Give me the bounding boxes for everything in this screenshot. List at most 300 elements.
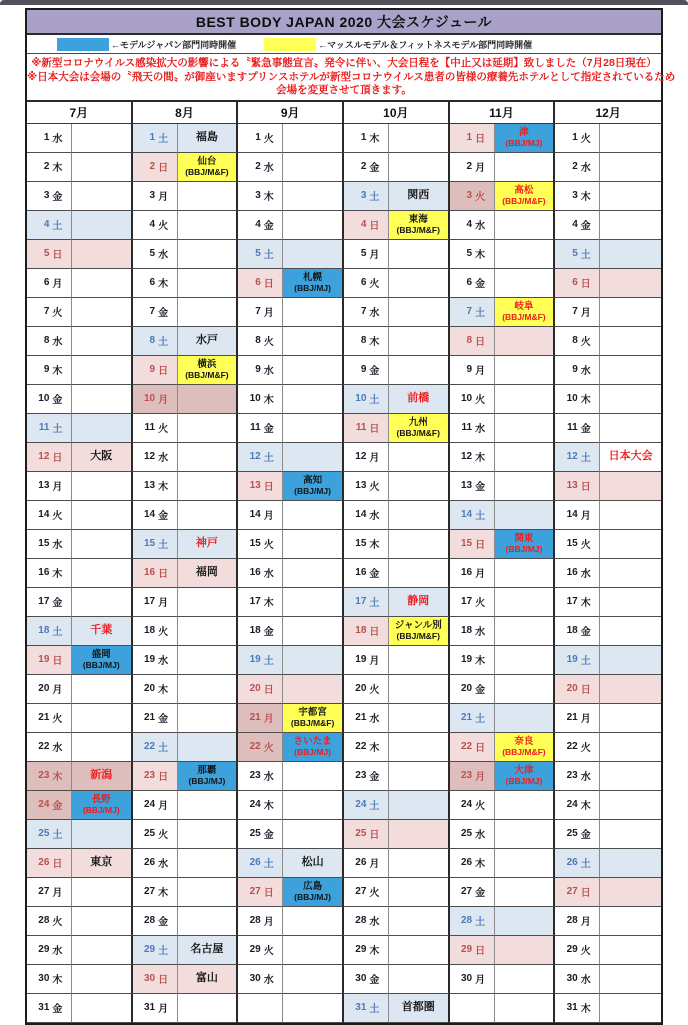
weekday-label: 金: [475, 482, 486, 493]
day-number: 20: [460, 683, 473, 694]
event-cell: [283, 791, 344, 820]
day-number: 27: [143, 886, 156, 897]
weekday-label: 月: [475, 163, 486, 174]
day-number: 17: [460, 596, 473, 607]
event-cell: [600, 907, 661, 936]
event-cell: [72, 878, 133, 907]
day-number: 5: [149, 248, 156, 259]
event-cell: [600, 182, 661, 211]
day-number: 10: [460, 393, 473, 404]
event-name: 前橋: [407, 392, 430, 404]
date-cell: [133, 617, 178, 646]
day-number: 26: [355, 857, 367, 868]
event-cell: [495, 965, 556, 994]
weekday-label: 日: [369, 424, 380, 435]
weekday-label: 火: [52, 511, 63, 522]
date-cell: [133, 588, 178, 617]
date-cell: [238, 559, 283, 588]
weekday-label: 日: [475, 946, 486, 957]
event-cell: [283, 124, 344, 153]
day-number: 30: [460, 973, 473, 984]
weekday-label: 木: [158, 685, 169, 696]
weekday-label: 土: [158, 946, 169, 957]
date-cell: [27, 646, 72, 675]
event-cell: [600, 849, 661, 878]
day-number: 28: [460, 915, 473, 926]
date-cell: [555, 385, 600, 414]
date-cell: [344, 124, 389, 153]
weekday-label: 火: [369, 482, 380, 493]
day-number: 23: [460, 770, 473, 781]
event-name: 津: [519, 126, 529, 138]
date-cell: [555, 878, 600, 907]
weekday-label: 月: [52, 888, 63, 899]
weekday-label: 火: [580, 134, 591, 145]
weekday-label: 金: [475, 888, 486, 899]
day-number: 15: [249, 538, 261, 549]
date-cell: [344, 327, 389, 356]
event-cell: [495, 588, 556, 617]
day-number: 2: [466, 161, 473, 172]
weekday-label: 日: [158, 366, 169, 377]
date-cell: [555, 298, 600, 327]
day-number: 4: [149, 219, 156, 230]
date-cell: [27, 820, 72, 849]
day-number: 30: [355, 973, 367, 984]
event-cell: [72, 733, 133, 762]
event-cell: [600, 965, 661, 994]
day-number: 10: [38, 393, 50, 404]
event-cell: [600, 472, 661, 501]
date-cell: [450, 153, 495, 182]
date-cell: [555, 559, 600, 588]
date-cell: [344, 443, 389, 472]
date-cell: [133, 182, 178, 211]
weekday-label: 木: [580, 192, 591, 203]
date-cell: [450, 124, 495, 153]
event-cell: [283, 153, 344, 182]
weekday-label: 水: [158, 250, 169, 261]
date-cell: [450, 646, 495, 675]
weekday-label: 土: [369, 395, 380, 406]
day-number: 26: [566, 857, 578, 868]
event-cell: [600, 936, 661, 965]
date-cell: [133, 240, 178, 269]
weekday-label: 金: [158, 511, 169, 522]
day-number: 12: [143, 451, 156, 462]
day-number: 30: [143, 973, 156, 984]
day-number: 16: [355, 567, 367, 578]
date-cell: [27, 994, 72, 1023]
weekday-label: 日: [158, 772, 169, 783]
weekday-label: 日: [263, 279, 274, 290]
event-cell: [600, 298, 661, 327]
event-cell: [178, 269, 239, 298]
day-number: 8: [149, 335, 156, 346]
weekday-label: 火: [475, 192, 486, 203]
day-number: 8: [572, 335, 578, 346]
event-cell: [72, 646, 133, 675]
date-cell: [344, 733, 389, 762]
event-division: (BBJ/M&F): [185, 369, 229, 380]
weekday-label: 日: [580, 685, 591, 696]
date-cell: [555, 994, 600, 1023]
date-cell: [450, 472, 495, 501]
event-cell: [495, 820, 556, 849]
event-cell: [600, 356, 661, 385]
weekday-label: 日: [475, 134, 486, 145]
calendar-grid: [27, 102, 661, 1023]
weekday-label: 日: [580, 482, 591, 493]
event-cell: [283, 327, 344, 356]
event-cell: [178, 820, 239, 849]
date-cell: [450, 617, 495, 646]
event-cell: [72, 588, 133, 617]
date-cell: [555, 704, 600, 733]
weekday-label: 土: [52, 424, 63, 435]
day-number: 3: [572, 190, 578, 201]
weekday-label: 水: [369, 511, 380, 522]
event-cell: [389, 298, 450, 327]
day-number: 7: [466, 306, 473, 317]
event-cell: [178, 298, 239, 327]
event-cell: [72, 501, 133, 530]
weekday-label: 月: [369, 250, 380, 261]
event-cell: [283, 733, 344, 762]
event-cell: [72, 762, 133, 791]
event-cell: [600, 733, 661, 762]
page-title: BEST BODY JAPAN 2020 大会スケジュール: [27, 10, 661, 35]
event-cell: [600, 588, 661, 617]
weekday-label: 月: [369, 656, 380, 667]
event-cell: [178, 124, 239, 153]
weekday-label: 土: [263, 250, 274, 261]
event-name: 日本大会: [608, 450, 653, 462]
event-cell: [389, 443, 450, 472]
weekday-label: 日: [580, 279, 591, 290]
day-number: 27: [460, 886, 473, 897]
weekday-label: 火: [475, 395, 486, 406]
day-number: 12: [38, 451, 50, 462]
day-number: 21: [355, 712, 367, 723]
event-cell: [495, 472, 556, 501]
weekday-label: 土: [475, 714, 486, 725]
day-number: 11: [355, 422, 367, 433]
date-cell: [238, 762, 283, 791]
day-number: 15: [38, 538, 50, 549]
date-cell: [133, 820, 178, 849]
weekday-label: 土: [369, 192, 380, 203]
weekday-label: 水: [263, 569, 274, 580]
date-cell: [238, 646, 283, 675]
day-number: 31: [566, 1002, 578, 1013]
date-cell: [238, 907, 283, 936]
date-cell: [133, 704, 178, 733]
date-cell: [27, 124, 72, 153]
weekday-label: 月: [52, 482, 63, 493]
day-number: 28: [38, 915, 50, 926]
date-cell: [555, 501, 600, 530]
weekday-label: 金: [369, 163, 380, 174]
event-cell: [600, 617, 661, 646]
date-cell: [133, 849, 178, 878]
date-cell: [450, 588, 495, 617]
date-cell: [238, 327, 283, 356]
day-number: 6: [255, 277, 261, 288]
day-number: 24: [460, 799, 473, 810]
event-cell: [72, 907, 133, 936]
date-cell: [238, 472, 283, 501]
event-cell: [178, 733, 239, 762]
event-cell: [72, 994, 133, 1023]
event-cell: [389, 240, 450, 269]
weekday-label: 金: [52, 801, 63, 812]
day-number: 22: [460, 741, 473, 752]
day-number: 27: [566, 886, 578, 897]
event-cell: [72, 791, 133, 820]
date-cell: [555, 617, 600, 646]
day-number: 7: [255, 306, 261, 317]
legend-label-muscle-fitness: ←マッスルモデル＆フィットネスモデル部門同時開催: [318, 39, 533, 50]
date-cell: [555, 733, 600, 762]
event-cell: [178, 240, 239, 269]
weekday-label: 月: [580, 511, 591, 522]
date-cell: [344, 965, 389, 994]
date-cell: [133, 907, 178, 936]
date-cell: [450, 791, 495, 820]
date-cell: [27, 443, 72, 472]
date-cell: [555, 182, 600, 211]
weekday-label: 火: [369, 279, 380, 290]
weekday-label: 水: [475, 424, 486, 435]
date-cell: [238, 820, 283, 849]
date-cell: [450, 327, 495, 356]
event-name: 奈良: [514, 735, 534, 747]
event-division: (BBJ/MJ): [294, 485, 331, 496]
weekday-label: 木: [52, 163, 63, 174]
day-number: 11: [250, 422, 261, 433]
date-cell: [238, 385, 283, 414]
event-cell: [283, 472, 344, 501]
weekday-label: 月: [580, 308, 591, 319]
event-cell: [600, 153, 661, 182]
date-cell: [555, 153, 600, 182]
weekday-label: 日: [158, 569, 169, 580]
weekday-label: 水: [263, 163, 274, 174]
weekday-label: 木: [263, 192, 274, 203]
date-cell: [27, 385, 72, 414]
event-cell: [495, 733, 556, 762]
date-cell: [238, 994, 283, 1023]
weekday-label: 水: [158, 859, 169, 870]
weekday-label: 火: [580, 743, 591, 754]
weekday-label: 水: [52, 540, 63, 551]
day-number: 8: [466, 335, 473, 346]
event-cell: [389, 356, 450, 385]
event-cell: [178, 646, 239, 675]
date-cell: [27, 704, 72, 733]
weekday-label: 金: [263, 627, 274, 638]
date-cell: [133, 878, 178, 907]
day-number: 12: [249, 451, 261, 462]
weekday-label: 水: [263, 975, 274, 986]
event-cell: [283, 240, 344, 269]
event-cell: [178, 907, 239, 936]
event-cell: [72, 675, 133, 704]
day-number: 23: [249, 770, 261, 781]
weekday-label: 火: [580, 946, 591, 957]
day-number: 23: [355, 770, 367, 781]
date-cell: [238, 182, 283, 211]
day-number: 6: [43, 277, 50, 288]
date-cell: [555, 588, 600, 617]
window-top-edge: [0, 0, 688, 5]
day-number: 22: [38, 741, 50, 752]
event-name: 富山: [195, 972, 218, 984]
weekday-label: 水: [369, 308, 380, 319]
date-cell: [238, 124, 283, 153]
event-cell: [72, 182, 133, 211]
date-cell: [450, 907, 495, 936]
event-cell: [600, 762, 661, 791]
event-name: 福岡: [195, 566, 218, 578]
notice-line-1: ※新型コロナウイルス感染拡大の影響による〝緊急事態宣言〟発令に伴い、大会日程を【中止又は延期】致しました（7月28日現在）: [31, 57, 657, 69]
event-cell: [283, 849, 344, 878]
day-number: 18: [143, 625, 156, 636]
day-number: 25: [460, 828, 473, 839]
date-cell: [27, 269, 72, 298]
event-cell: [178, 878, 239, 907]
weekday-label: 金: [263, 830, 274, 841]
date-cell: [27, 414, 72, 443]
date-cell: [133, 472, 178, 501]
day-number: 6: [149, 277, 156, 288]
event-cell: [495, 994, 556, 1023]
date-cell: [344, 588, 389, 617]
weekday-label: 木: [263, 395, 274, 406]
date-cell: [450, 878, 495, 907]
weekday-label: 金: [52, 1004, 63, 1015]
event-cell: [600, 385, 661, 414]
date-cell: [27, 298, 72, 327]
weekday-label: 月: [158, 1004, 169, 1015]
date-cell: [133, 733, 178, 762]
day-number: 9: [149, 364, 156, 375]
weekday-label: 火: [580, 337, 591, 348]
day-number: 6: [572, 277, 578, 288]
weekday-label: 土: [369, 598, 380, 609]
date-cell: [133, 385, 178, 414]
date-cell: [555, 791, 600, 820]
weekday-label: 木: [263, 801, 274, 812]
event-cell: [389, 704, 450, 733]
weekday-label: 金: [369, 772, 380, 783]
weekday-label: 月: [158, 801, 169, 812]
weekday-label: 日: [369, 830, 380, 841]
date-cell: [238, 414, 283, 443]
weekday-label: 土: [158, 134, 169, 145]
weekday-label: 土: [158, 540, 169, 551]
day-number: 21: [38, 712, 50, 723]
event-cell: [389, 414, 450, 443]
month-header-8月: 8月: [133, 102, 239, 124]
date-cell: [344, 414, 389, 443]
event-cell: [178, 385, 239, 414]
event-cell: [283, 907, 344, 936]
day-number: 18: [38, 625, 50, 636]
event-cell: [283, 443, 344, 472]
day-number: 19: [460, 654, 473, 665]
event-cell: [389, 588, 450, 617]
weekday-label: 金: [158, 714, 169, 725]
date-cell: [555, 849, 600, 878]
event-cell: [72, 704, 133, 733]
day-number: 24: [566, 799, 578, 810]
event-cell: [389, 733, 450, 762]
weekday-label: 金: [580, 830, 591, 841]
day-number: 7: [43, 306, 50, 317]
day-number: 31: [143, 1002, 156, 1013]
event-cell: [495, 385, 556, 414]
date-cell: [133, 791, 178, 820]
event-cell: [178, 327, 239, 356]
day-number: 21: [566, 712, 578, 723]
weekday-label: 月: [158, 395, 169, 406]
date-cell: [555, 472, 600, 501]
day-number: 1: [255, 132, 261, 143]
date-cell: [344, 240, 389, 269]
day-number: 29: [355, 944, 367, 955]
weekday-label: 日: [263, 685, 274, 696]
day-number: 23: [38, 770, 50, 781]
day-number: 26: [38, 857, 50, 868]
weekday-label: 火: [263, 946, 274, 957]
day-number: 26: [143, 857, 156, 868]
weekday-label: 木: [369, 337, 380, 348]
weekday-label: 火: [52, 917, 63, 928]
date-cell: [133, 501, 178, 530]
event-cell: [72, 211, 133, 240]
event-cell: [283, 588, 344, 617]
date-cell: [450, 356, 495, 385]
date-cell: [555, 646, 600, 675]
notice-line-3: 会場を変更させて頂きます。: [276, 84, 412, 96]
date-cell: [27, 472, 72, 501]
day-number: 29: [249, 944, 261, 955]
weekday-label: 土: [52, 221, 63, 232]
weekday-label: 木: [158, 482, 169, 493]
event-division: (BBJ/MJ): [294, 891, 331, 902]
day-number: 28: [566, 915, 578, 926]
date-cell: [450, 501, 495, 530]
date-cell: [133, 298, 178, 327]
event-division: (BBJ/MJ): [82, 659, 120, 670]
weekday-label: 日: [475, 540, 486, 551]
date-cell: [238, 153, 283, 182]
day-number: 4: [255, 219, 261, 230]
date-cell: [238, 588, 283, 617]
weekday-label: 火: [263, 134, 274, 145]
weekday-label: 金: [475, 279, 486, 290]
event-cell: [495, 356, 556, 385]
date-cell: [344, 849, 389, 878]
event-cell: [178, 849, 239, 878]
event-cell: [600, 240, 661, 269]
weekday-label: 土: [263, 453, 274, 464]
weekday-label: 日: [263, 888, 274, 899]
day-number: 29: [143, 944, 156, 955]
day-number: 6: [360, 277, 367, 288]
